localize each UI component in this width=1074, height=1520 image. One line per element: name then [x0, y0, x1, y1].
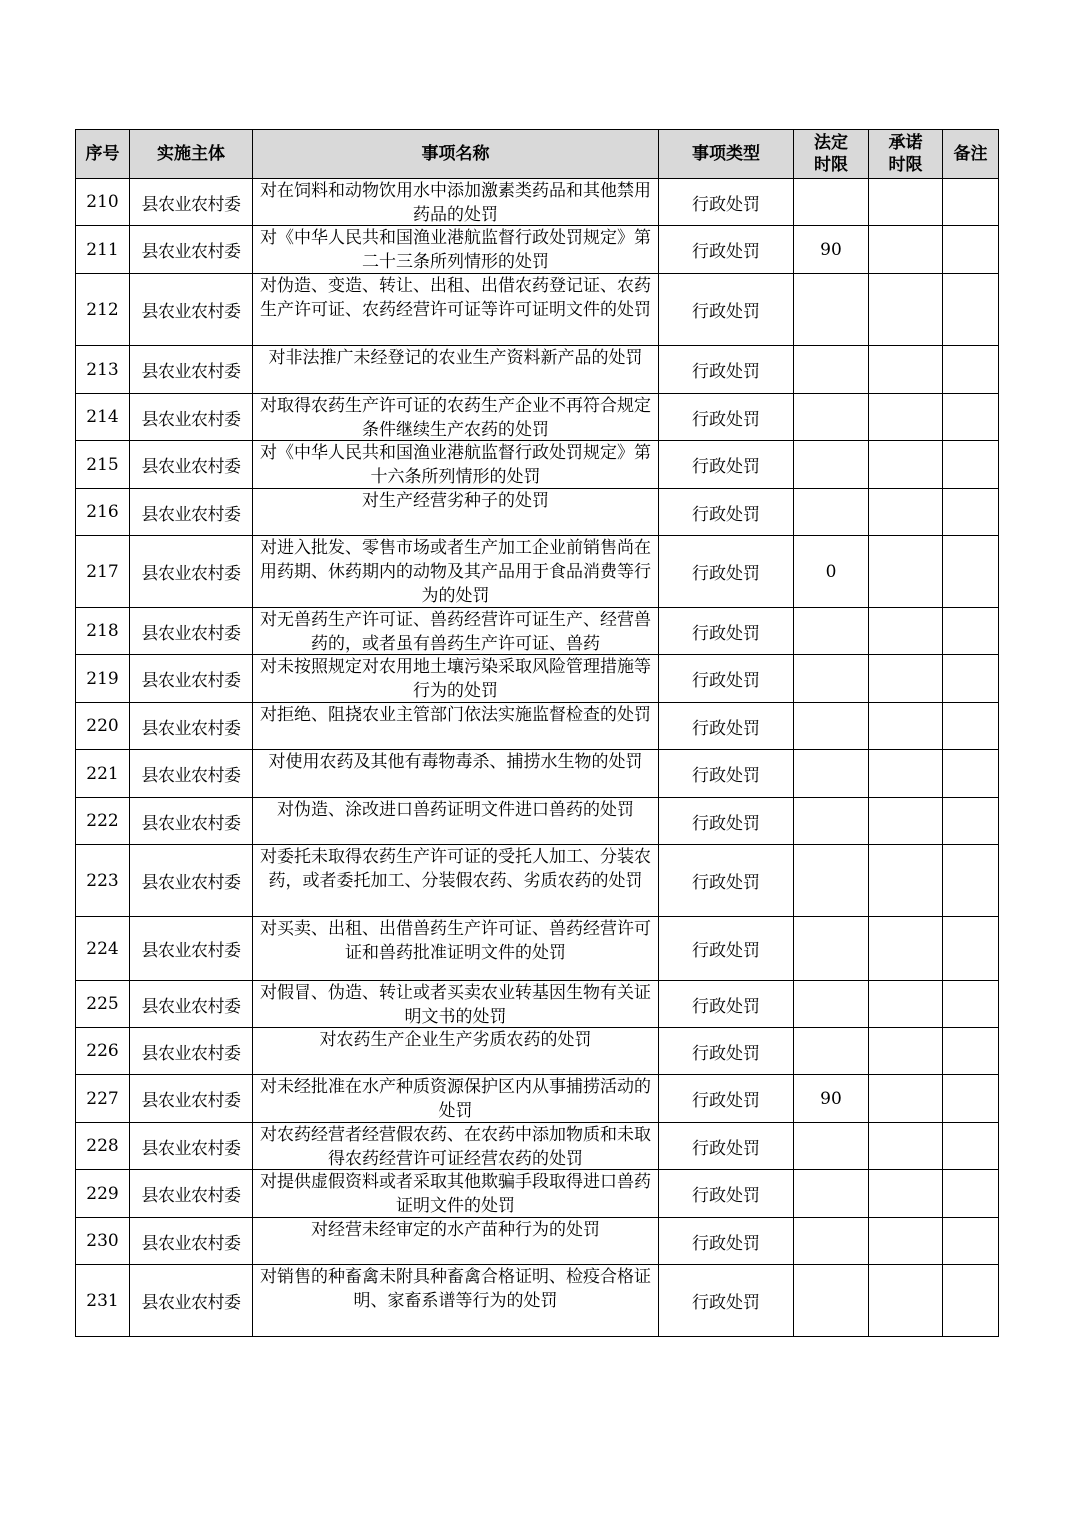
row-item-type: 行政处罚	[659, 1028, 794, 1075]
table-row	[76, 1265, 999, 1337]
row-item-name-text: 对非法推广未经登记的农业生产资料新产品的处罚	[268, 348, 643, 368]
row-item-type: 行政处罚	[659, 489, 794, 536]
row-note	[943, 179, 999, 226]
row-promise-limit	[869, 1170, 943, 1218]
row-item-name	[253, 981, 659, 1028]
row-item-name-text: 对拒绝、阻挠农业主管部门依法实施监督检查的处罚	[260, 705, 651, 725]
table-row	[76, 536, 999, 608]
row-item-type: 行政处罚	[659, 750, 794, 798]
row-item-name	[253, 441, 659, 489]
row-legal-limit	[794, 608, 869, 655]
row-item-name-text: 对委托未取得农药生产许可证的受托人加工、分装农药，或者委托加工、分装假农药、劣质农药的处罚	[260, 847, 651, 891]
row-item-name-text: 对假冒、伪造、转让或者买卖农业转基因生物有关证明文书的处罚	[260, 983, 651, 1026]
row-legal-limit	[794, 981, 869, 1028]
row-legal-limit	[794, 179, 869, 226]
table-row	[76, 1170, 999, 1218]
row-legal-limit	[794, 1265, 869, 1337]
row-promise-limit	[869, 489, 943, 536]
row-note	[943, 1170, 999, 1218]
table-row	[76, 226, 999, 274]
row-item-name	[253, 536, 659, 608]
header-type: 事项类型	[659, 130, 794, 179]
row-number: 210	[76, 179, 130, 226]
row-org: 县农业农村委	[130, 346, 253, 394]
row-item-name	[253, 750, 659, 798]
row-item-name-text: 对伪造、涂改进口兽药证明文件进口兽药的处罚	[277, 800, 634, 820]
row-item-name-text: 对农药生产企业生产劣质农药的处罚	[319, 1030, 592, 1050]
row-promise-limit	[869, 226, 943, 274]
row-promise-limit	[869, 346, 943, 394]
header-name: 事项名称	[253, 130, 659, 179]
row-item-name-text: 对提供虚假资料或者采取其他欺骗手段取得进口兽药证明文件的处罚	[260, 1172, 651, 1216]
row-item-name-text: 对经营未经审定的水产苗种行为的处罚	[311, 1220, 600, 1240]
table-row	[76, 274, 999, 346]
row-item-type: 行政处罚	[659, 536, 794, 608]
row-promise-limit	[869, 441, 943, 489]
row-note	[943, 608, 999, 655]
row-item-type: 行政处罚	[659, 845, 794, 917]
row-number: 222	[76, 798, 130, 845]
row-note	[943, 489, 999, 536]
row-number: 221	[76, 750, 130, 798]
row-legal-limit	[794, 441, 869, 489]
row-legal-limit	[794, 1028, 869, 1075]
row-item-name	[253, 1218, 659, 1265]
row-promise-limit	[869, 1075, 943, 1123]
row-item-name-text: 对使用农药及其他有毒物毒杀、捕捞水生物的处罚	[268, 752, 643, 772]
row-item-name	[253, 1123, 659, 1170]
row-number: 223	[76, 845, 130, 917]
row-item-name	[253, 1075, 659, 1123]
row-promise-limit	[869, 1265, 943, 1337]
row-promise-limit	[869, 1028, 943, 1075]
row-promise-limit	[869, 981, 943, 1028]
row-item-name-text: 对农药经营者经营假农药、在农药中添加物质和未取得农药经营许可证经营农药的处罚	[260, 1125, 651, 1168]
row-legal-limit: 0	[794, 536, 869, 608]
row-item-name	[253, 1265, 659, 1337]
row-org: 县农业农村委	[130, 536, 253, 608]
row-number: 215	[76, 441, 130, 489]
row-number: 230	[76, 1218, 130, 1265]
row-item-type: 行政处罚	[659, 917, 794, 981]
row-number: 229	[76, 1170, 130, 1218]
row-legal-limit	[794, 703, 869, 750]
row-org: 县农业农村委	[130, 703, 253, 750]
row-item-name-text: 对在饲料和动物饮用水中添加激素类药品和其他禁用药品的处罚	[260, 181, 651, 224]
row-org: 县农业农村委	[130, 1028, 253, 1075]
row-org: 县农业农村委	[130, 226, 253, 274]
row-promise-limit	[869, 274, 943, 346]
row-item-name	[253, 655, 659, 703]
row-number: 227	[76, 1075, 130, 1123]
row-promise-limit	[869, 750, 943, 798]
row-org: 县农业农村委	[130, 394, 253, 441]
header-no: 序号	[76, 130, 130, 179]
row-number: 217	[76, 536, 130, 608]
row-item-name	[253, 917, 659, 981]
row-number: 220	[76, 703, 130, 750]
row-item-name-text: 对《中华人民共和国渔业港航监督行政处罚规定》第十六条所列情形的处罚	[260, 443, 651, 487]
row-note	[943, 1075, 999, 1123]
row-promise-limit	[869, 917, 943, 981]
row-item-name	[253, 608, 659, 655]
row-item-name	[253, 226, 659, 274]
row-note	[943, 798, 999, 845]
row-item-name-text: 对未经批准在水产种质资源保护区内从事捕捞活动的处罚	[260, 1077, 651, 1121]
row-org: 县农业农村委	[130, 441, 253, 489]
row-item-type: 行政处罚	[659, 441, 794, 489]
row-item-type: 行政处罚	[659, 179, 794, 226]
row-org: 县农业农村委	[130, 845, 253, 917]
row-number: 228	[76, 1123, 130, 1170]
table-row	[76, 1028, 999, 1075]
row-item-name	[253, 703, 659, 750]
header-note: 备注	[943, 130, 999, 179]
row-item-type: 行政处罚	[659, 1265, 794, 1337]
row-note	[943, 394, 999, 441]
row-note	[943, 750, 999, 798]
row-promise-limit	[869, 1218, 943, 1265]
table-row	[76, 917, 999, 981]
row-item-name	[253, 394, 659, 441]
table-row	[76, 441, 999, 489]
row-legal-limit	[794, 274, 869, 346]
row-legal-limit	[794, 1123, 869, 1170]
row-item-name	[253, 1170, 659, 1218]
row-note	[943, 1265, 999, 1337]
row-org: 县农业农村委	[130, 179, 253, 226]
row-item-type: 行政处罚	[659, 226, 794, 274]
row-org: 县农业农村委	[130, 1265, 253, 1337]
table-row	[76, 1123, 999, 1170]
row-org: 县农业农村委	[130, 1170, 253, 1218]
row-item-type: 行政处罚	[659, 1218, 794, 1265]
row-note	[943, 441, 999, 489]
row-item-name-text: 对买卖、出租、出借兽药生产许可证、兽药经营许可证和兽药批准证明文件的处罚	[260, 919, 651, 963]
row-number: 214	[76, 394, 130, 441]
table-row	[76, 655, 999, 703]
row-item-type: 行政处罚	[659, 608, 794, 655]
row-legal-limit	[794, 655, 869, 703]
row-promise-limit	[869, 845, 943, 917]
row-note	[943, 226, 999, 274]
row-legal-limit	[794, 489, 869, 536]
row-number: 218	[76, 608, 130, 655]
row-note	[943, 981, 999, 1028]
row-number: 224	[76, 917, 130, 981]
row-item-name-text: 对《中华人民共和国渔业港航监督行政处罚规定》第二十三条所列情形的处罚	[260, 228, 651, 272]
row-promise-limit	[869, 394, 943, 441]
row-org: 县农业农村委	[130, 750, 253, 798]
row-legal-limit	[794, 394, 869, 441]
row-note	[943, 703, 999, 750]
row-org: 县农业农村委	[130, 1218, 253, 1265]
items-table	[75, 129, 999, 1337]
table-row	[76, 179, 999, 226]
row-number: 211	[76, 226, 130, 274]
row-org: 县农业农村委	[130, 489, 253, 536]
row-item-name-text: 对未按照规定对农用地土壤污染采取风险管理措施等行为的处罚	[260, 657, 651, 701]
table-row	[76, 1075, 999, 1123]
row-promise-limit	[869, 703, 943, 750]
row-legal-limit	[794, 798, 869, 845]
row-item-name-text: 对无兽药生产许可证、兽药经营许可证生产、经营兽药的，或者虽有兽药生产许可证、兽药	[260, 610, 651, 653]
row-item-type: 行政处罚	[659, 981, 794, 1028]
row-item-type: 行政处罚	[659, 1075, 794, 1123]
row-item-type: 行政处罚	[659, 346, 794, 394]
table-row	[76, 1218, 999, 1265]
header-legal-limit: 法定时限	[794, 130, 869, 179]
row-item-type: 行政处罚	[659, 1170, 794, 1218]
row-promise-limit	[869, 536, 943, 608]
table-row	[76, 394, 999, 441]
row-item-name	[253, 798, 659, 845]
row-org: 县农业农村委	[130, 274, 253, 346]
row-note	[943, 655, 999, 703]
row-item-name	[253, 845, 659, 917]
row-number: 231	[76, 1265, 130, 1337]
row-item-type: 行政处罚	[659, 798, 794, 845]
row-promise-limit	[869, 1123, 943, 1170]
table-body	[76, 179, 999, 1337]
row-note	[943, 536, 999, 608]
row-org: 县农业农村委	[130, 981, 253, 1028]
row-org: 县农业农村委	[130, 608, 253, 655]
row-note	[943, 346, 999, 394]
row-item-name-text: 对进入批发、零售市场或者生产加工企业前销售尚在用药期、休药期内的动物及其产品用于食品消费等行为的处罚	[260, 538, 651, 606]
table-row	[76, 703, 999, 750]
row-note	[943, 274, 999, 346]
row-legal-limit	[794, 845, 869, 917]
row-org: 县农业农村委	[130, 1075, 253, 1123]
row-item-name-text: 对销售的种畜禽未附具种畜禽合格证明、检疫合格证明、家畜系谱等行为的处罚	[260, 1267, 651, 1311]
row-number: 225	[76, 981, 130, 1028]
row-promise-limit	[869, 608, 943, 655]
row-item-name-text: 对生产经营劣种子的处罚	[362, 491, 549, 511]
row-item-type: 行政处罚	[659, 394, 794, 441]
row-note	[943, 1218, 999, 1265]
table-row	[76, 346, 999, 394]
table-row	[76, 489, 999, 536]
row-org: 县农业农村委	[130, 917, 253, 981]
row-number: 219	[76, 655, 130, 703]
row-item-type: 行政处罚	[659, 703, 794, 750]
header-org: 实施主体	[130, 130, 253, 179]
table-row	[76, 845, 999, 917]
row-item-name	[253, 179, 659, 226]
table-row	[76, 981, 999, 1028]
row-item-name	[253, 346, 659, 394]
row-legal-limit: 90	[794, 1075, 869, 1123]
header-promise-limit: 承诺时限	[869, 130, 943, 179]
row-note	[943, 1123, 999, 1170]
table-row	[76, 750, 999, 798]
row-legal-limit	[794, 750, 869, 798]
row-promise-limit	[869, 179, 943, 226]
row-org: 县农业农村委	[130, 798, 253, 845]
row-org: 县农业农村委	[130, 1123, 253, 1170]
row-org: 县农业农村委	[130, 655, 253, 703]
row-note	[943, 845, 999, 917]
row-legal-limit: 90	[794, 226, 869, 274]
row-item-name-text: 对取得农药生产许可证的农药生产企业不再符合规定条件继续生产农药的处罚	[260, 396, 651, 439]
row-promise-limit	[869, 655, 943, 703]
row-legal-limit	[794, 1218, 869, 1265]
row-item-name-text: 对伪造、变造、转让、出租、出借农药登记证、农药生产许可证、农药经营许可证等许可证明文件的处罚	[260, 276, 651, 320]
row-number: 213	[76, 346, 130, 394]
row-item-type: 行政处罚	[659, 655, 794, 703]
row-number: 226	[76, 1028, 130, 1075]
row-item-type: 行政处罚	[659, 274, 794, 346]
table-row	[76, 608, 999, 655]
row-number: 216	[76, 489, 130, 536]
row-item-type: 行政处罚	[659, 1123, 794, 1170]
row-legal-limit	[794, 917, 869, 981]
header-row	[76, 130, 999, 179]
row-item-name	[253, 489, 659, 536]
row-legal-limit	[794, 346, 869, 394]
row-number: 212	[76, 274, 130, 346]
row-legal-limit	[794, 1170, 869, 1218]
table-row	[76, 798, 999, 845]
row-item-name	[253, 1028, 659, 1075]
row-note	[943, 1028, 999, 1075]
row-item-name	[253, 274, 659, 346]
row-note	[943, 917, 999, 981]
row-promise-limit	[869, 798, 943, 845]
